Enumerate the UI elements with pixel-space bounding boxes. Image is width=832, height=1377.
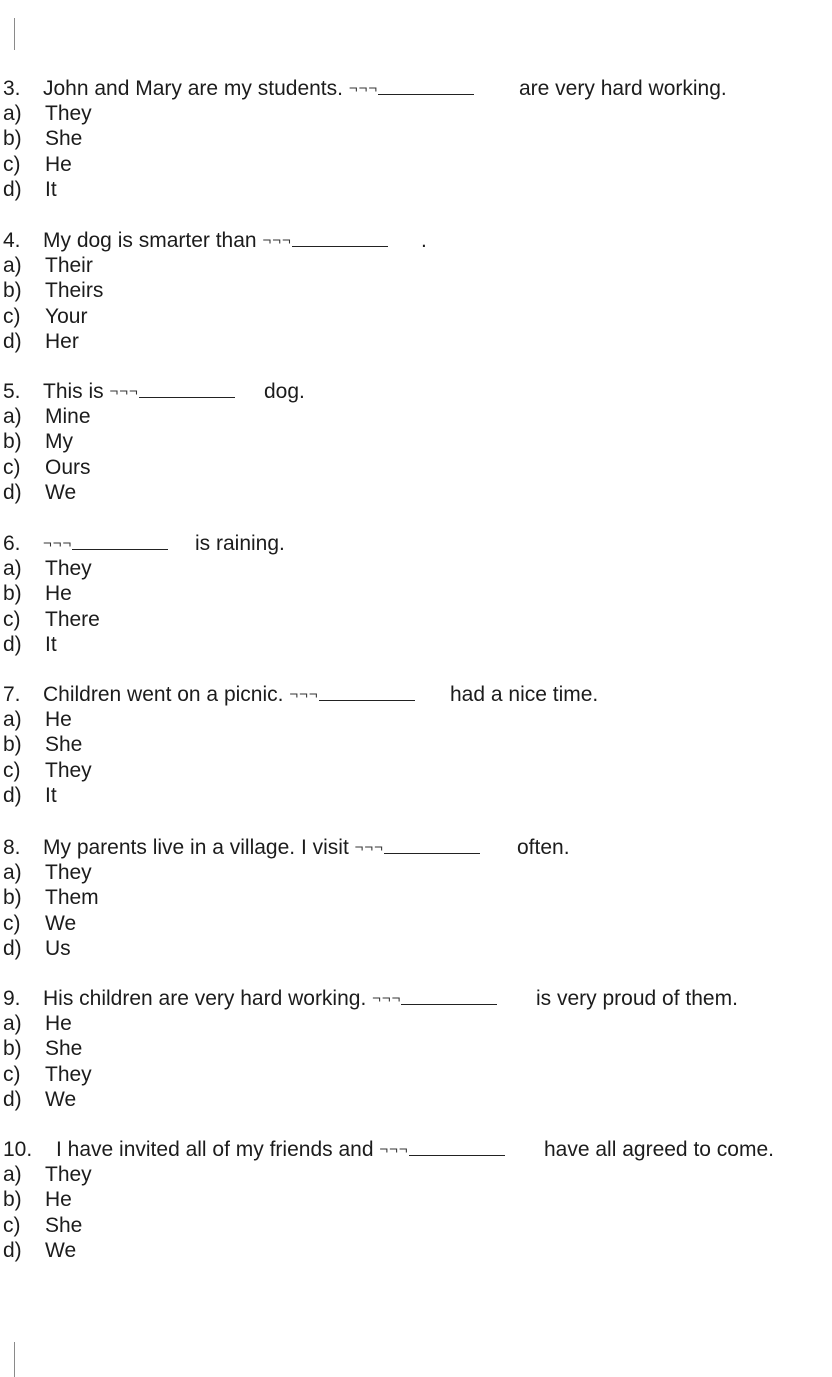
stem-text-before <box>43 228 388 255</box>
option-letter: a) <box>3 102 22 125</box>
option-d[interactable] <box>3 177 823 202</box>
option-letter: d) <box>3 480 22 504</box>
question-10 <box>3 1137 823 1263</box>
option-a[interactable] <box>3 1011 823 1036</box>
option-text: My <box>45 430 73 454</box>
option-text: She <box>45 1213 83 1237</box>
question-number: 4. <box>3 229 21 252</box>
question-stem <box>3 682 823 707</box>
option-letter: c) <box>3 455 21 479</box>
option-letter: c) <box>3 911 21 935</box>
option-text: Her <box>45 329 79 353</box>
option-text: Mine <box>45 405 91 428</box>
stem-after-text: have all agreed to come. <box>544 1138 774 1161</box>
question-9 <box>3 986 823 1112</box>
stem-text-before <box>56 1137 505 1164</box>
option-b[interactable] <box>3 126 823 151</box>
option-b[interactable] <box>3 581 823 606</box>
answer-blank[interactable] <box>401 990 497 1005</box>
option-letter: c) <box>3 1062 21 1086</box>
stem-after-text: is very proud of them. <box>536 987 738 1010</box>
option-text: Your <box>45 304 88 328</box>
option-text: There <box>45 607 100 631</box>
option-c[interactable] <box>3 304 823 329</box>
option-c[interactable] <box>3 911 823 936</box>
option-c[interactable] <box>3 1062 823 1087</box>
stem-after-text: are very hard working. <box>519 77 727 100</box>
question-stem <box>3 835 823 860</box>
option-text: We <box>45 911 77 935</box>
option-letter: b) <box>3 1188 22 1212</box>
answer-blank[interactable] <box>378 80 474 95</box>
answer-blank[interactable] <box>409 1141 505 1156</box>
option-letter: a) <box>3 1012 22 1035</box>
stem-text-before <box>43 76 474 103</box>
option-text: They <box>45 758 92 782</box>
question-4 <box>3 228 823 354</box>
stem-before-text: I have invited all of my friends and <box>56 1138 374 1161</box>
option-letter: d) <box>3 936 22 960</box>
option-letter: a) <box>3 254 22 277</box>
option-b[interactable] <box>3 1036 823 1061</box>
option-letter: a) <box>3 1163 22 1186</box>
option-letter: b) <box>3 430 22 454</box>
placeholder-marks: ¬¬¬ <box>379 1141 409 1158</box>
option-text: They <box>45 1062 92 1086</box>
option-text: She <box>45 127 83 151</box>
option-text: It <box>45 177 57 201</box>
stem-after-text: had a nice time. <box>450 683 599 706</box>
option-text: He <box>45 1012 72 1035</box>
option-b[interactable] <box>3 1187 823 1212</box>
question-number: 5. <box>3 380 21 403</box>
option-letter: b) <box>3 279 22 303</box>
stem-before-text: My dog is smarter than <box>43 229 257 252</box>
option-letter: a) <box>3 557 22 580</box>
placeholder-marks: ¬¬¬ <box>348 80 379 97</box>
option-text: We <box>45 1238 77 1262</box>
option-letter: d) <box>3 632 22 656</box>
question-3 <box>3 76 823 202</box>
stem-before-text: John and Mary are my students. <box>43 77 343 100</box>
option-text: They <box>45 1163 92 1186</box>
option-c[interactable] <box>3 152 823 177</box>
option-letter: c) <box>3 304 21 328</box>
option-letter: a) <box>3 405 22 428</box>
placeholder-marks: ¬¬¬ <box>43 535 73 552</box>
option-d[interactable] <box>3 632 823 657</box>
option-text: It <box>45 783 57 807</box>
question-number: 7. <box>3 683 21 706</box>
option-text: Their <box>45 254 93 277</box>
option-c[interactable] <box>3 607 823 632</box>
stem-text-before <box>43 986 497 1013</box>
option-a[interactable] <box>3 1162 823 1187</box>
margin-line-top <box>14 18 15 50</box>
option-text: They <box>45 102 92 125</box>
option-letter: a) <box>3 861 22 884</box>
question-stem <box>3 76 823 101</box>
option-letter: d) <box>3 1087 22 1111</box>
option-text: We <box>45 480 77 504</box>
question-number: 9. <box>3 987 21 1010</box>
stem-after-text: dog. <box>264 380 305 403</box>
option-letter: a) <box>3 708 22 731</box>
option-d[interactable] <box>3 480 823 505</box>
option-letter: c) <box>3 1213 21 1237</box>
question-number: 8. <box>3 836 21 859</box>
option-a[interactable] <box>3 253 823 278</box>
stem-after-text: is raining. <box>195 532 285 555</box>
option-a[interactable] <box>3 860 823 885</box>
question-6 <box>3 531 823 657</box>
stem-after-text: often. <box>517 836 570 859</box>
option-letter: b) <box>3 582 22 606</box>
option-a[interactable] <box>3 707 823 732</box>
placeholder-marks: ¬¬¬ <box>109 383 139 400</box>
option-letter: d) <box>3 177 22 201</box>
placeholder-marks: ¬¬¬ <box>289 686 319 703</box>
question-5 <box>3 379 823 505</box>
option-letter: b) <box>3 886 22 910</box>
option-text: We <box>45 1087 77 1111</box>
placeholder-marks: ¬¬¬ <box>262 232 292 249</box>
option-b[interactable] <box>3 429 823 454</box>
question-stem <box>3 531 823 556</box>
question-number: 6. <box>3 532 21 555</box>
option-letter: b) <box>3 127 22 151</box>
stem-before-text: This is <box>43 380 104 403</box>
option-text: Theirs <box>45 279 104 303</box>
option-d[interactable] <box>3 1238 823 1263</box>
option-d[interactable] <box>3 783 823 808</box>
option-c[interactable] <box>3 758 823 783</box>
stem-text-before <box>43 379 235 406</box>
option-text: Ours <box>45 455 91 479</box>
option-d[interactable] <box>3 936 823 961</box>
question-stem <box>3 379 823 404</box>
option-d[interactable] <box>3 1087 823 1112</box>
stem-text-before <box>43 531 168 558</box>
question-number: 3. <box>3 77 21 100</box>
option-b[interactable] <box>3 278 823 303</box>
option-text: Us <box>45 936 71 960</box>
option-letter: b) <box>3 1037 22 1061</box>
option-letter: d) <box>3 329 22 353</box>
question-number: 10. <box>3 1138 33 1161</box>
question-stem <box>3 228 823 253</box>
option-letter: c) <box>3 607 21 631</box>
option-letter: c) <box>3 152 21 176</box>
stem-before-text: My parents live in a village. I visit <box>43 836 349 859</box>
option-text: She <box>45 1037 83 1061</box>
option-c[interactable] <box>3 1213 823 1238</box>
option-b[interactable] <box>3 885 823 910</box>
question-8 <box>3 835 823 961</box>
option-letter: c) <box>3 758 21 782</box>
stem-after-text: . <box>421 229 427 252</box>
option-text: It <box>45 632 57 656</box>
question-stem <box>3 986 823 1011</box>
option-c[interactable] <box>3 455 823 480</box>
option-letter: d) <box>3 783 22 807</box>
option-text: He <box>45 582 72 606</box>
answer-blank[interactable] <box>384 839 480 854</box>
answer-blank[interactable] <box>72 535 168 550</box>
option-text: They <box>45 861 92 884</box>
option-letter: b) <box>3 733 22 757</box>
stem-before-text: Children went on a picnic. <box>43 683 284 706</box>
placeholder-marks: ¬¬¬ <box>354 839 384 856</box>
option-text: He <box>45 152 72 176</box>
option-a[interactable] <box>3 101 823 126</box>
stem-text-before <box>43 835 480 862</box>
option-text: Them <box>45 886 99 910</box>
answer-blank[interactable] <box>292 232 388 247</box>
option-text: They <box>45 557 92 580</box>
stem-before-text: His children are very hard working. <box>43 987 367 1010</box>
margin-line-bottom <box>14 1342 15 1377</box>
question-stem <box>3 1137 823 1162</box>
option-b[interactable] <box>3 732 823 757</box>
option-d[interactable] <box>3 329 823 354</box>
option-text: She <box>45 733 83 757</box>
option-a[interactable] <box>3 556 823 581</box>
placeholder-marks: ¬¬¬ <box>372 990 402 1007</box>
answer-blank[interactable] <box>139 383 235 398</box>
question-7 <box>3 682 823 808</box>
answer-blank[interactable] <box>319 686 415 701</box>
option-text: He <box>45 1188 72 1212</box>
option-a[interactable] <box>3 404 823 429</box>
stem-text-before <box>43 682 415 709</box>
option-letter: d) <box>3 1238 22 1262</box>
option-text: He <box>45 708 72 731</box>
